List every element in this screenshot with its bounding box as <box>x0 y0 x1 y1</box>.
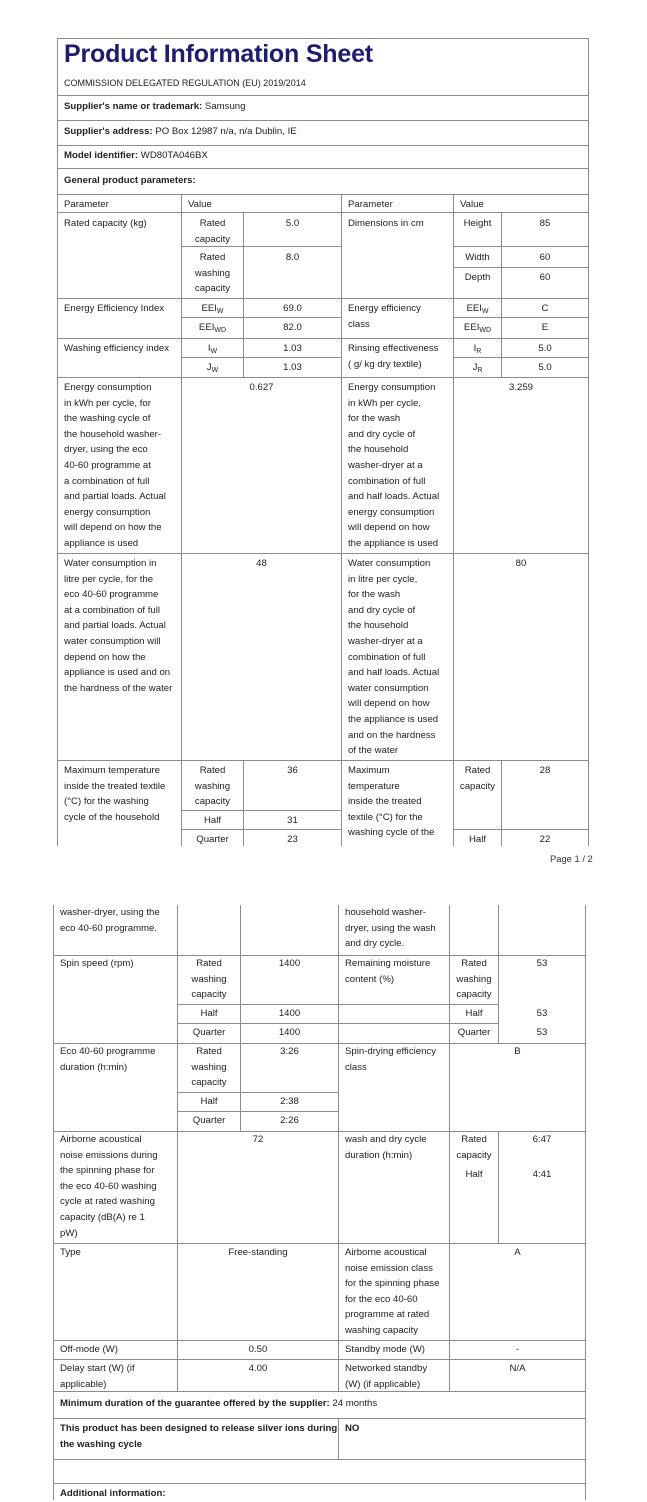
ir-value: 5.0 <box>538 343 552 354</box>
water-wash-value: 48 <box>256 558 267 569</box>
spin-quarter-label: Quarter <box>192 1027 226 1038</box>
maxtemp-dry-half-label: Half <box>468 834 487 845</box>
offmode-value: 0.50 <box>248 1344 268 1355</box>
wei-label: Washing efficiency index <box>64 343 170 354</box>
eec-wd-value: E <box>541 322 549 333</box>
depth-label: Depth <box>464 272 491 283</box>
jw-label: $J_W$ <box>206 362 219 374</box>
spin-class-label: Spin-drying efficiency class <box>345 1046 437 1073</box>
noise-class-label: Airborne acoustical noise emission class for the spinning phase for the eco 40-60 programme at rated washing capacity <box>345 1247 440 1336</box>
moisture-quarter-value: 53 <box>536 1027 548 1038</box>
spin-rated-value: 1400 <box>278 958 301 969</box>
additional-info-label: Additional information: <box>60 1488 166 1499</box>
maxtemp-rated-value: 36 <box>287 765 298 776</box>
spin-speed-label: Spin speed (rpm) <box>60 958 134 969</box>
silver-ions-value: NO <box>345 1423 360 1434</box>
jr-label: $J_R$ <box>472 362 483 374</box>
address-row: Supplier's address: PO Box 12987 n/a, n/a Dublin, IE <box>64 126 297 137</box>
energy-dry-label: Energy consumption in kWh per cycle, for the wash and dry cycle of the household washer-dryer at a combination of full and half loads. Actual energy consumption will depend on how the appliance is used <box>348 382 440 549</box>
iw-value: 1.03 <box>283 343 302 354</box>
eei-label: Energy Efficiency Index <box>64 303 165 314</box>
height-value: 85 <box>539 218 551 229</box>
maxtemp-half-label: Half <box>203 815 222 826</box>
maxtemp-dry-half-value: 22 <box>539 834 551 845</box>
width-label: Width <box>465 252 490 263</box>
maxtemp-quarter-label: Quarter <box>196 834 229 845</box>
moisture-label: Remaining moisture content (%) <box>345 958 431 985</box>
eec-w-value: C <box>541 303 549 314</box>
moisture-rated-label: Rated washing capacity <box>456 958 492 1001</box>
noise-class-value: A <box>514 1247 521 1258</box>
jw-value: 1.03 <box>283 362 302 373</box>
width-value: 60 <box>539 252 551 263</box>
moisture-rated-value: 53 <box>536 958 548 969</box>
maxtemp-half-value: 31 <box>287 815 298 826</box>
eec-wd-label: $EEI_{WD}$ <box>463 322 492 334</box>
water-wash-label: Water consumption in litre per cycle, for the eco 40-60 programme at a combination of full and partial loads. Actual water consumption will depend on how the appliance is used and on the hardness of the water <box>64 558 173 694</box>
wash-dry-rated-label: Rated capacity <box>456 1134 492 1161</box>
rated-capacity-label: Rated capacity (kg) <box>64 218 147 229</box>
general-params-heading: General product parameters: <box>64 175 196 186</box>
supplier-row: Supplier's name or trademark: Samsung <box>64 101 246 112</box>
noise-label: Airborne acoustical noise emissions during the spinning phase for the eco 40-60 washing cycle at rated washing capacity (dB(A) re 1 pW) <box>60 1134 158 1239</box>
spin-rated-label: Rated washing capacity <box>191 958 227 1001</box>
standby-label: Standby mode (W) <box>345 1344 425 1355</box>
rated-capacity-value: 5.0 <box>285 218 300 229</box>
rinse-label: Rinsing effectiveness ( g/ kg dry textile) <box>348 343 439 370</box>
wash-dry-half-label: Half <box>465 1169 483 1180</box>
border-top <box>57 38 589 39</box>
height-label: Height <box>463 218 492 229</box>
moisture-half-value: 53 <box>536 1008 548 1019</box>
delay-label: Delay start (W) (if applicable) <box>60 1363 135 1390</box>
cont-left-text: washer-dryer, using the eco 40-60 programme. <box>60 907 160 934</box>
spin-half-label: Half <box>200 1008 218 1019</box>
depth-value: 60 <box>539 272 551 283</box>
page-title: Product Information Sheet <box>64 40 373 68</box>
maxtemp-dry-rated-value: 28 <box>539 765 551 776</box>
spin-half-value: 1400 <box>278 1008 301 1019</box>
noise-value: 72 <box>252 1134 264 1145</box>
eec-w-label: $EEI_W$ <box>466 303 489 315</box>
type-value: Free-standing <box>228 1247 288 1258</box>
eco-half-value: 2:38 <box>280 1096 299 1107</box>
networked-label: Networked standby (W) (if applicable) <box>345 1363 428 1390</box>
header-parameter-2: Parameter <box>348 199 393 210</box>
moisture-quarter-label: Quarter <box>457 1027 491 1038</box>
eco-rated-label: Rated washing capacity <box>191 1046 227 1089</box>
eco-quarter-value: 2:26 <box>280 1115 299 1126</box>
standby-value: - <box>515 1344 520 1355</box>
eeiw-label: $EEI_W$ <box>201 303 224 315</box>
eeiw-value: 69.0 <box>283 303 302 314</box>
type-label: Type <box>60 1247 81 1258</box>
rated-capacity-sub: Rated capacity <box>194 218 231 245</box>
eco-duration-label: Eco 40-60 programme duration (h:min) <box>60 1046 156 1073</box>
silver-ions-label: This product has been designed to release silver ions during the washing cycle <box>60 1423 338 1450</box>
maxtemp-rated-label: Rated washing capacity <box>194 765 231 808</box>
eco-half-label: Half <box>200 1096 218 1107</box>
water-dry-label: Water consumption in litre per cycle, for the wash and dry cycle of the household washer-dryer at a combination of full and half loads. Actual water consumption will depend on how the appliance is used and on the hardness of the water <box>348 558 440 757</box>
eec-label: Energy efficiency class <box>348 303 421 330</box>
jr-value: 5.0 <box>538 362 552 373</box>
guarantee-row: Minimum duration of the guarantee offered by the supplier: 24 months <box>60 1398 378 1409</box>
rated-washing-capacity-sub: Rated washing capacity <box>194 252 231 295</box>
energy-wash-value: 0.627 <box>249 382 274 393</box>
cont-right-text: household washer- dryer, using the wash and dry cycle. <box>345 907 436 950</box>
spin-quarter-value: 1400 <box>278 1027 301 1038</box>
networked-value: N/A <box>509 1363 526 1374</box>
regulation: COMMISSION DELEGATED REGULATION (EU) 2019/2014 <box>64 78 306 88</box>
wash-dry-rated-value: 6:47 <box>532 1134 552 1145</box>
border-left <box>57 38 58 846</box>
header-value-2: Value <box>460 199 484 210</box>
maxtemp-dry-label: Maximum temperature inside the treated textile (°C) for the washing cycle of the <box>348 765 435 839</box>
model-row: Model identifier: WD80TA046BX <box>64 150 208 161</box>
header-parameter: Parameter <box>64 199 109 210</box>
page-number: Page 1 / 2 <box>550 853 593 864</box>
maxtemp-dry-rated-label: Rated capacity <box>459 765 496 792</box>
water-dry-value: 80 <box>515 558 527 569</box>
eeiwd-label: $EEI_{WD}$ <box>198 322 227 334</box>
wash-dry-duration-label: wash and dry cycle duration (h:min) <box>345 1134 427 1161</box>
border-right <box>588 38 589 846</box>
spin-class-value: B <box>514 1046 521 1057</box>
maxtemp-quarter-value: 23 <box>287 834 298 845</box>
iw-label: $I_W$ <box>207 343 218 355</box>
offmode-label: Off-mode (W) <box>60 1344 118 1355</box>
maxtemp-wash-label: Maximum temperature inside the treated textile (°C) for the washing cycle of the household <box>64 765 166 823</box>
energy-dry-value: 3.259 <box>508 382 533 393</box>
wash-dry-half-value: 4:41 <box>532 1169 552 1180</box>
eeiwd-value: 82.0 <box>283 322 302 333</box>
eco-quarter-label: Quarter <box>192 1115 226 1126</box>
energy-wash-label: Energy consumption in kWh per cycle, for the washing cycle of the household washer- dryer, using the eco 40-60 programme at a combination of full and partial loads. Actual energy consumption will depend on how the appliance is used <box>64 382 166 549</box>
eco-rated-value: 3:26 <box>280 1046 299 1057</box>
moisture-half-label: Half <box>465 1008 483 1019</box>
ir-label: $I_R$ <box>473 343 482 355</box>
rated-washing-capacity-value: 8.0 <box>285 252 300 263</box>
delay-value: 4.00 <box>248 1363 268 1374</box>
dimensions-label: Dimensions in cm <box>348 218 424 229</box>
header-value: Value <box>188 199 212 210</box>
